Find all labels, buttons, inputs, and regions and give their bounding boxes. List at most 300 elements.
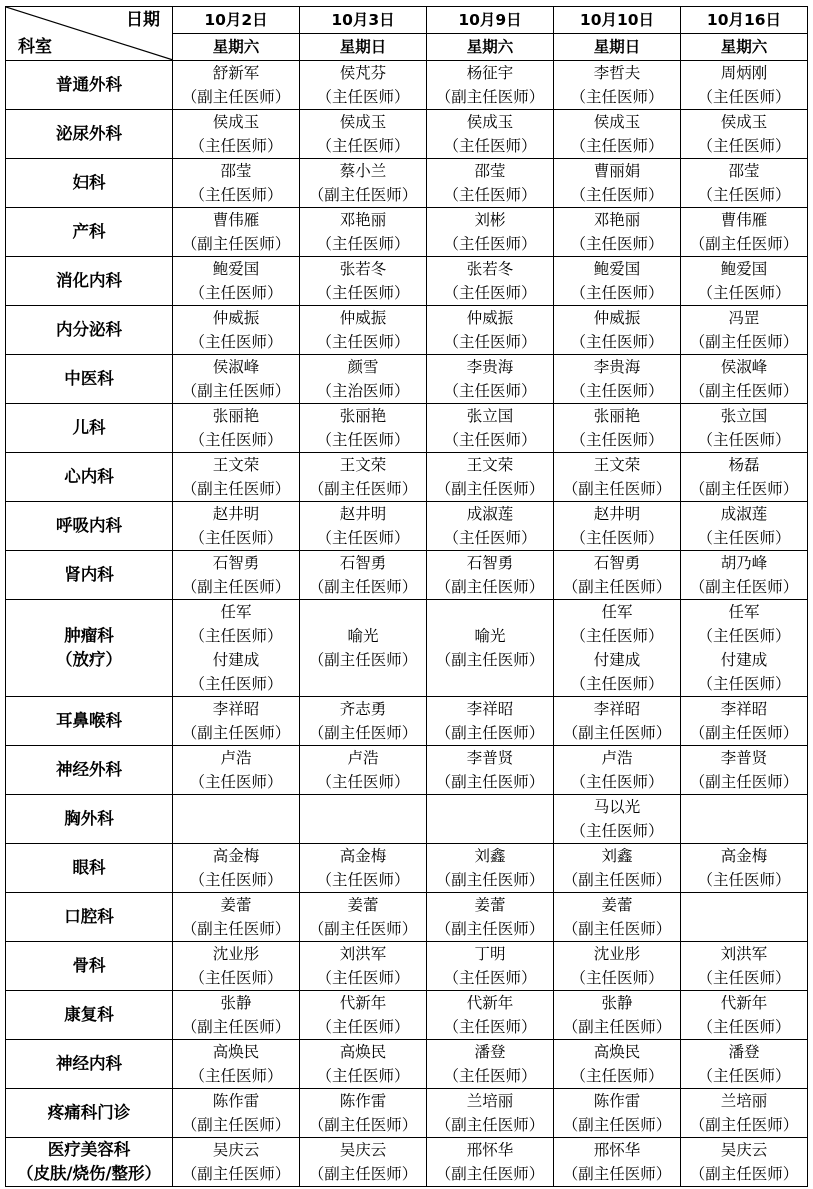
doctor-cell [427,795,554,844]
doctor-cell [173,453,300,502]
doctor-title: （副主任医师） [435,773,545,791]
doctor-cell [300,110,427,159]
department-cell [6,257,173,306]
doctor-name: 喻光 [347,627,379,645]
doctor-title: （主任医师） [570,773,664,791]
doctor-cell [554,208,681,257]
doctor-name: 刘洪军 [339,945,387,963]
doctor-name: 兰培丽 [466,1092,514,1110]
doctor-title: （主任医师） [570,88,664,106]
corner-date-label: 日期 [126,10,160,30]
doctor-cell [173,551,300,600]
doctor-title: （副主任医师） [562,480,672,498]
doctor-cell [173,942,300,991]
doctor-cell [427,159,554,208]
doctor-name: 冯罡 [728,309,760,327]
doctor-name: 李普贤 [466,749,514,767]
doctor-name: 仲威振 [466,309,514,327]
doctor-cell [554,942,681,991]
doctor-name: 仲威振 [593,309,641,327]
table-row [6,257,808,306]
doctor-name: 侯淑峰 [212,358,260,376]
doctor-name: 鲍爱国 [212,260,260,278]
doctor-cell [427,61,554,110]
table-row [6,795,808,844]
doctor-name: 张立国 [720,407,768,425]
doctor-cell [300,404,427,453]
doctor-cell [681,453,808,502]
doctor-name: 颜雪 [347,358,379,376]
doctor-name: 张丽艳 [212,407,260,425]
doctor-cell [681,1040,808,1089]
doctor-title: （主任医师） [189,1067,283,1085]
doctor-title: （主任医师） [697,627,791,645]
doctor-name: 姜蕾 [347,896,379,914]
department-name: 疼痛科门诊 [47,1103,131,1122]
doctor-name: 邵莹 [728,162,760,180]
doctor-title: （主任医师） [189,627,283,645]
doctor-name: 陈作雷 [339,1092,387,1110]
doctor-name: 仲威振 [339,309,387,327]
doctor-title: （副主任医师） [181,724,291,742]
doctor-title: （副主任医师） [562,871,672,889]
doctor-cell [427,453,554,502]
doctor-name: 侯成玉 [466,113,514,131]
doctor-name: 高金梅 [720,847,768,865]
table-row [6,1040,808,1089]
corner-dept-label: 科室 [18,37,52,57]
doctor-cell [427,502,554,551]
doctor-cell [427,1040,554,1089]
doctor-cell [554,600,681,697]
doctor-cell [427,942,554,991]
doctor-title: （主任医师） [697,284,791,302]
table-row [6,502,808,551]
doctor-name: 丁明 [474,945,506,963]
doctor-title: （副主任医师） [308,186,418,204]
doctor-title: （副主任医师） [435,920,545,938]
doctor-cell [173,844,300,893]
doctor-name: 齐志勇 [339,700,387,718]
doctor-title: （主任医师） [189,186,283,204]
doctor-name: 曹丽娟 [593,162,641,180]
doctor-name: 代新年 [720,994,768,1012]
doctor-cell [681,355,808,404]
doctor-cell [427,110,554,159]
doctor-name: 赵井明 [212,505,260,523]
doctor-cell [681,942,808,991]
department-name: 儿科 [72,418,106,437]
doctor-cell [300,1040,427,1089]
doctor-cell [681,697,808,746]
doctor-cell [173,159,300,208]
department-name: 妇科 [72,173,106,192]
doctor-name: 刘洪军 [720,945,768,963]
doctor-title: （主任医师） [570,284,664,302]
doctor-title: （副主任医师） [181,382,291,400]
weekday-header-cell: 星期六 [427,34,554,61]
doctor-name: 张若冬 [466,260,514,278]
doctor-title: （副主任医师） [562,1018,672,1036]
doctor-title: （副主任医师） [181,1018,291,1036]
department-name: 心内科 [64,467,114,486]
doctor-cell [681,257,808,306]
doctor-title: （副主任医师） [181,1165,291,1183]
doctor-title: （主任医师） [443,137,537,155]
doctor-cell [554,795,681,844]
department-name: 医疗美容科 [47,1140,131,1159]
doctor-name: 张静 [601,994,633,1012]
doctor-title: （副主任医师） [689,724,799,742]
doctor-title: （主任医师） [570,969,664,987]
table-row [6,942,808,991]
doctor-title: （副主任医师） [689,235,799,253]
doctor-title: （主任医师） [570,627,664,645]
doctor-title: （副主任医师） [562,1165,672,1183]
doctor-title: （主任医师） [697,186,791,204]
doctor-title: （副主任医师） [308,724,418,742]
doctor-title: （主任医师） [443,333,537,351]
doctor-name: 李贵海 [593,358,641,376]
doctor-cell [554,61,681,110]
doctor-title: （主任医师） [570,529,664,547]
department-cell [6,697,173,746]
doctor-title: （主任医师） [443,235,537,253]
doctor-cell [681,551,808,600]
department-cell [6,893,173,942]
table-row [6,844,808,893]
doctor-name: 侯成玉 [593,113,641,131]
doctor-title: （主任医师） [570,1067,664,1085]
doctor-title: （主任医师） [316,431,410,449]
doctor-name: 张丽艳 [593,407,641,425]
doctor-cell [300,502,427,551]
doctor-name: 任军 [220,603,252,621]
doctor-title: （主任医师） [570,822,664,840]
doctor-title: （主任医师） [316,333,410,351]
doctor-cell [173,61,300,110]
doctor-title: （主任医师） [697,137,791,155]
doctor-name: 付建成 [212,651,260,669]
table-row [6,1089,808,1138]
doctor-title: （主任医师） [316,88,410,106]
doctor-cell [681,1138,808,1187]
doctor-title: （副主任医师） [181,88,291,106]
doctor-cell [300,61,427,110]
date-header-cell: 10月2日 [173,7,300,34]
doctor-cell [173,502,300,551]
doctor-cell [681,502,808,551]
doctor-name: 邓艳丽 [339,211,387,229]
doctor-cell [554,159,681,208]
table-row [6,355,808,404]
doctor-title: （副主任医师） [435,88,545,106]
doctor-name: 沈业彤 [593,945,641,963]
doctor-cell [173,991,300,1040]
doctor-cell [427,306,554,355]
doctor-title: （副主任医师） [435,1165,545,1183]
doctor-name: 曹伟雁 [720,211,768,229]
department-cell [6,453,173,502]
table-row [6,746,808,795]
doctor-cell [427,844,554,893]
table-row [6,306,808,355]
doctor-cell [300,600,427,697]
doctor-name: 潘登 [474,1043,506,1061]
department-name: 康复科 [64,1005,114,1024]
doctor-cell [173,355,300,404]
doctor-title: （主任医师） [316,1018,410,1036]
doctor-title: （主任医师） [189,529,283,547]
doctor-cell [554,453,681,502]
doctor-title: （主任医师） [316,969,410,987]
doctor-cell [427,257,554,306]
doctor-name: 邵莹 [474,162,506,180]
doctor-name: 刘鑫 [474,847,506,865]
doctor-name: 付建成 [720,651,768,669]
doctor-name: 喻光 [474,627,506,645]
doctor-name: 胡乃峰 [720,554,768,572]
doctor-name: 成淑莲 [720,505,768,523]
doctor-name: 张丽艳 [339,407,387,425]
department-name: 神经外科 [56,760,122,779]
doctor-title: （副主任医师） [689,1116,799,1134]
date-header-cell: 10月10日 [554,7,681,34]
doctor-name: 付建成 [593,651,641,669]
doctor-title: （主任医师） [189,284,283,302]
department-cell [6,355,173,404]
doctor-cell [300,306,427,355]
doctor-name: 邓艳丽 [593,211,641,229]
corner-header-cell [6,7,173,61]
doctor-title: （主任医师） [316,529,410,547]
doctor-cell [427,746,554,795]
doctor-cell [554,1040,681,1089]
doctor-name: 杨磊 [728,456,760,474]
schedule-body [6,61,808,1187]
department-cell [6,746,173,795]
department-cell [6,991,173,1040]
doctor-cell [300,991,427,1040]
doctor-name: 邢怀华 [593,1141,641,1159]
doctor-name: 王文荣 [339,456,387,474]
table-row [6,697,808,746]
doctor-cell [300,844,427,893]
doctor-cell [300,208,427,257]
doctor-cell [173,1138,300,1187]
doctor-cell [554,551,681,600]
doctor-cell [173,697,300,746]
doctor-name: 石智勇 [466,554,514,572]
weekday-header-cell: 星期日 [300,34,427,61]
doctor-name: 姜蕾 [474,896,506,914]
doctor-name: 邵莹 [220,162,252,180]
doctor-name: 石智勇 [212,554,260,572]
doctor-title: （主任医师） [570,137,664,155]
doctor-cell [300,1138,427,1187]
doctor-cell [554,502,681,551]
department-name: 耳鼻喉科 [56,711,122,730]
doctor-cell [173,257,300,306]
table-row [6,551,808,600]
doctor-cell [554,257,681,306]
doctor-title: （主任医师） [697,871,791,889]
department-name: 胸外科 [64,809,114,828]
department-name: 神经内科 [56,1054,122,1073]
table-row [6,404,808,453]
department-cell [6,795,173,844]
doctor-cell [300,746,427,795]
doctor-name: 李祥昭 [720,700,768,718]
doctor-title: （主任医师） [316,1067,410,1085]
department-cell [6,1040,173,1089]
doctor-name: 刘鑫 [601,847,633,865]
doctor-title: （副主任医师） [308,651,418,669]
doctor-title: （主任医师） [570,333,664,351]
doctor-name: 仲威振 [212,309,260,327]
doctor-name: 王文荣 [593,456,641,474]
doctor-name: 李普贤 [720,749,768,767]
doctor-cell [681,208,808,257]
department-cell [6,159,173,208]
doctor-title: （主任医师） [570,186,664,204]
doctor-title: （副主任医师） [308,1116,418,1134]
doctor-title: （主任医师） [316,773,410,791]
department-name: 呼吸内科 [56,516,122,535]
doctor-cell [300,453,427,502]
doctor-title: （主任医师） [570,382,664,400]
doctor-name: 舒新军 [212,64,260,82]
doctor-name: 卢浩 [220,749,252,767]
department-name: 泌尿外科 [56,124,122,143]
doctor-cell [300,1089,427,1138]
doctor-name: 姜蕾 [601,896,633,914]
doctor-name: 赵井明 [339,505,387,523]
doctor-name: 侯芃芬 [339,64,387,82]
department-name: 产科 [72,222,106,241]
department-name: 中医科 [64,369,114,388]
doctor-name: 成淑莲 [466,505,514,523]
doctor-name: 侯淑峰 [720,358,768,376]
doctor-cell [681,600,808,697]
doctor-title: （主任医师） [443,529,537,547]
doctor-cell [554,697,681,746]
doctor-cell [427,697,554,746]
doctor-title: （副主任医师） [689,382,799,400]
doctor-name: 李贵海 [466,358,514,376]
date-header-cell: 10月16日 [681,7,808,34]
doctor-cell [300,795,427,844]
doctor-title: （主任医师） [697,1018,791,1036]
doctor-title: （副主任医师） [435,578,545,596]
doctor-name: 马以光 [593,798,641,816]
doctor-cell [173,1089,300,1138]
doctor-name: 兰培丽 [720,1092,768,1110]
department-cell [6,844,173,893]
doctor-title: （主任医师） [697,675,791,693]
department-cell [6,110,173,159]
department-cell [6,551,173,600]
doctor-title: （主任医师） [697,529,791,547]
doctor-cell [554,746,681,795]
doctor-title: （主任医师） [697,969,791,987]
doctor-name: 王文荣 [466,456,514,474]
table-row [6,1138,808,1187]
doctor-title: （副主任医师） [435,724,545,742]
weekday-header-cell: 星期六 [173,34,300,61]
department-name: 口腔科 [64,907,114,926]
table-row [6,453,808,502]
doctor-title: （主任医师） [189,675,283,693]
doctor-name: 任军 [728,603,760,621]
doctor-title: （副主任医师） [181,1116,291,1134]
table-row [6,208,808,257]
doctor-title: （副主任医师） [562,724,672,742]
doctor-cell [427,208,554,257]
doctor-title: （副主任医师） [435,871,545,889]
weekday-header-cell: 星期日 [554,34,681,61]
table-row [6,600,808,697]
doctor-cell [554,991,681,1040]
doctor-name: 蔡小兰 [339,162,387,180]
doctor-name: 潘登 [728,1043,760,1061]
doctor-title: （主任医师） [189,333,283,351]
doctor-title: （副主任医师） [308,480,418,498]
doctor-name: 周炳刚 [720,64,768,82]
doctor-title: （副主任医师） [308,1165,418,1183]
doctor-cell [554,355,681,404]
doctor-name: 沈业彤 [212,945,260,963]
table-row [6,159,808,208]
doctor-name: 张静 [220,994,252,1012]
doctor-cell [681,306,808,355]
doctor-name: 鲍爱国 [593,260,641,278]
doctor-cell [173,110,300,159]
doctor-title: （副主任医师） [181,578,291,596]
doctor-title: （副主任医师） [689,578,799,596]
doctor-cell [427,1138,554,1187]
doctor-name: 高焕民 [593,1043,641,1061]
doctor-cell [173,306,300,355]
doctor-cell [427,600,554,697]
doctor-title: （主任医师） [316,137,410,155]
doctor-name: 高金梅 [339,847,387,865]
doctor-cell [554,110,681,159]
doctor-cell [681,795,808,844]
doctor-name: 张若冬 [339,260,387,278]
doctor-title: （副主任医师） [435,480,545,498]
doctor-name: 高焕民 [339,1043,387,1061]
department-name: 肿瘤科 [64,626,114,645]
doctor-title: （主任医师） [189,431,283,449]
doctor-name: 赵井明 [593,505,641,523]
doctor-name: 陈作雷 [593,1092,641,1110]
doctor-name: 李祥昭 [466,700,514,718]
doctor-cell [427,551,554,600]
doctor-name: 姜蕾 [220,896,252,914]
department-name: 普通外科 [56,75,122,94]
doctor-title: （主任医师） [443,284,537,302]
doctor-cell [554,1089,681,1138]
department-name: （皮肤/烧伤/整形） [16,1164,162,1183]
doctor-title: （副主任医师） [181,920,291,938]
doctor-title: （主任医师） [189,137,283,155]
table-row [6,991,808,1040]
department-name: 肾内科 [64,565,114,584]
department-cell [6,208,173,257]
doctor-title: （主任医师） [189,773,283,791]
date-header-cell: 10月3日 [300,7,427,34]
